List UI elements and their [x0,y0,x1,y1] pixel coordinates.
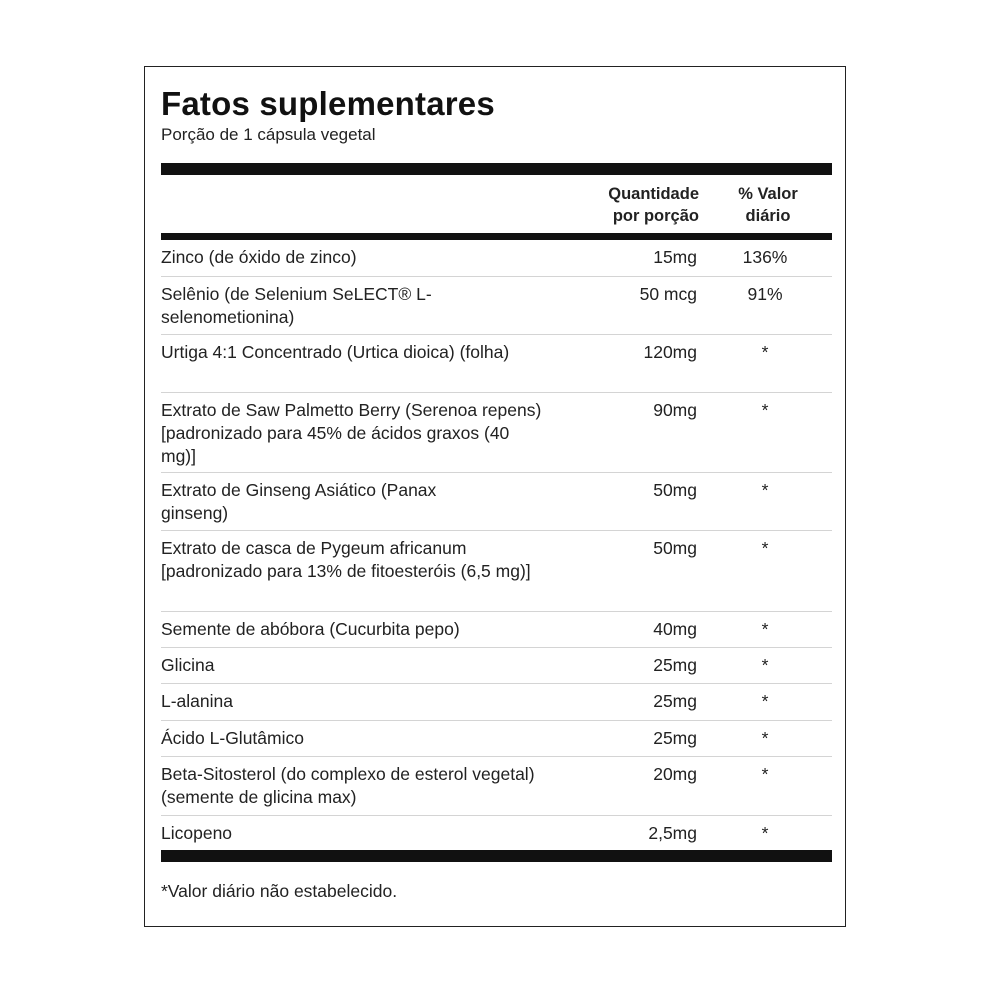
ingredient-name: Urtiga 4:1 Concentrado (Urtica dioica) (folha) [161,342,510,362]
ingredient-row [161,335,832,393]
ingredient-row [161,757,832,816]
ingredient-name: Glicina [161,655,215,675]
ingredient-row [161,721,832,757]
dv-header-line2: diário [745,207,791,225]
ingredient-daily-value: * [761,823,769,843]
top-divider-bar [161,163,832,175]
bottom-divider-bar [161,850,832,862]
ingredient-amount: 2,5mg [648,823,697,843]
ingredient-daily-value: * [761,728,769,748]
ingredient-name: Semente de abóbora (Cucurbita pepo) [161,619,460,639]
ingredient-amount: 25mg [653,655,697,675]
ingredient-row [161,612,832,648]
ingredient-amount: 40mg [653,619,697,639]
panel-title: Fatos suplementares [161,85,495,122]
ingredient-daily-value: * [761,619,769,639]
ingredient-row [161,684,832,721]
supplement-facts-panel [144,66,846,927]
ingredient-amount: 50mg [653,480,697,500]
ingredient-daily-value: * [761,764,769,784]
ingredient-name: Extrato de Saw Palmetto Berry (Serenoa repens) [padronizado para 45% de ácidos graxos (40 mg)] [161,400,542,466]
amount-header-line1: Quantidade [608,185,699,203]
dv-header-line1: % Valor [738,185,798,203]
ingredient-daily-value: * [761,691,769,711]
ingredient-amount: 50mg [653,538,697,558]
ingredient-daily-value: * [761,538,769,558]
ingredient-name: Extrato de casca de Pygeum africanum [padronizado para 13% de fitoesteróis (6,5 mg)] [161,538,531,581]
header-divider-bar [161,233,832,240]
ingredient-row [161,393,832,473]
ingredient-amount: 50 mcg [639,284,697,304]
ingredient-row [161,816,832,850]
ingredient-row [161,277,832,335]
ingredient-daily-value: 136% [742,247,788,267]
amount-column-header [561,183,699,227]
ingredient-amount: 25mg [653,728,697,748]
amount-header-line2: por porção [612,207,699,225]
ingredient-amount: 25mg [653,691,697,711]
ingredient-daily-value: * [761,480,769,500]
daily-value-column-header [723,183,813,227]
ingredient-amount: 90mg [653,400,697,420]
ingredient-amount: 20mg [653,764,697,784]
ingredient-row [161,473,832,531]
ingredient-amount: 120mg [643,342,697,362]
ingredient-daily-value: * [761,342,769,362]
ingredient-row [161,531,832,612]
footnote: *Valor diário não estabelecido. [161,881,398,901]
ingredient-amount: 15mg [653,247,697,267]
ingredient-name: Zinco (de óxido de zinco) [161,247,357,267]
ingredient-name: Beta-Sitosterol (do complexo de esterol vegetal) (semente de glicina max) [161,764,535,807]
ingredient-name: Licopeno [161,823,233,843]
ingredient-name: Selênio (de Selenium SeLECT® L-selenometionina) [161,284,432,327]
ingredient-name: L-alanina [161,691,233,711]
ingredient-name: Extrato de Ginseng Asiático (Panax ginseng) [161,480,437,523]
ingredient-list [161,240,832,850]
ingredient-name: Ácido L-Glutâmico [161,728,304,748]
ingredient-daily-value: 91% [747,284,783,304]
ingredient-daily-value: * [761,655,769,675]
ingredient-daily-value: * [761,400,769,420]
serving-size: Porção de 1 cápsula vegetal [161,125,376,144]
ingredient-row [161,648,832,684]
ingredient-row [161,240,832,277]
